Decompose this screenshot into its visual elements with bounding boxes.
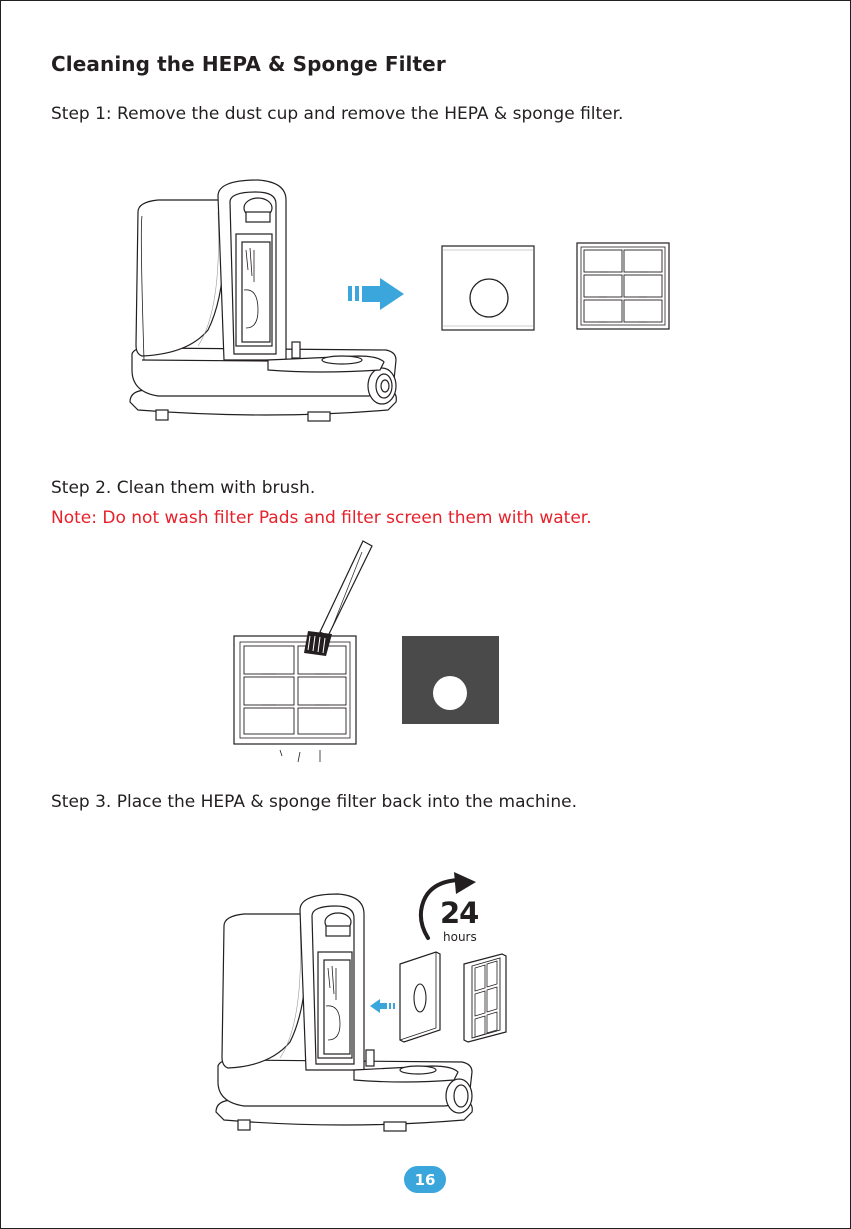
page-title: Cleaning the HEPA & Sponge Filter: [51, 52, 446, 76]
left-arrow-icon: [370, 998, 396, 1014]
sponge-filter-step2: [402, 636, 499, 724]
timer-value: 24: [440, 896, 479, 930]
step-3-text: Step 3. Place the HEPA & sponge filter back into the machine.: [51, 792, 577, 812]
sponge-filter-step3: [398, 950, 446, 1044]
hepa-filter-with-brush: [230, 538, 380, 768]
page-number-badge: 16: [404, 1166, 446, 1193]
step-1-text: Step 1: Remove the dust cup and remove the HEPA & sponge filter.: [51, 104, 624, 124]
warning-note: Note: Do not wash filter Pads and filter screen them with water.: [51, 508, 592, 528]
hepa-filter-step3: [462, 952, 508, 1044]
hepa-filter-step1: [575, 241, 671, 333]
timer-unit: hours: [443, 930, 477, 944]
right-arrow-icon: [346, 276, 406, 312]
sponge-filter-step1: [440, 244, 536, 334]
step-2-text: Step 2. Clean them with brush.: [51, 478, 316, 498]
